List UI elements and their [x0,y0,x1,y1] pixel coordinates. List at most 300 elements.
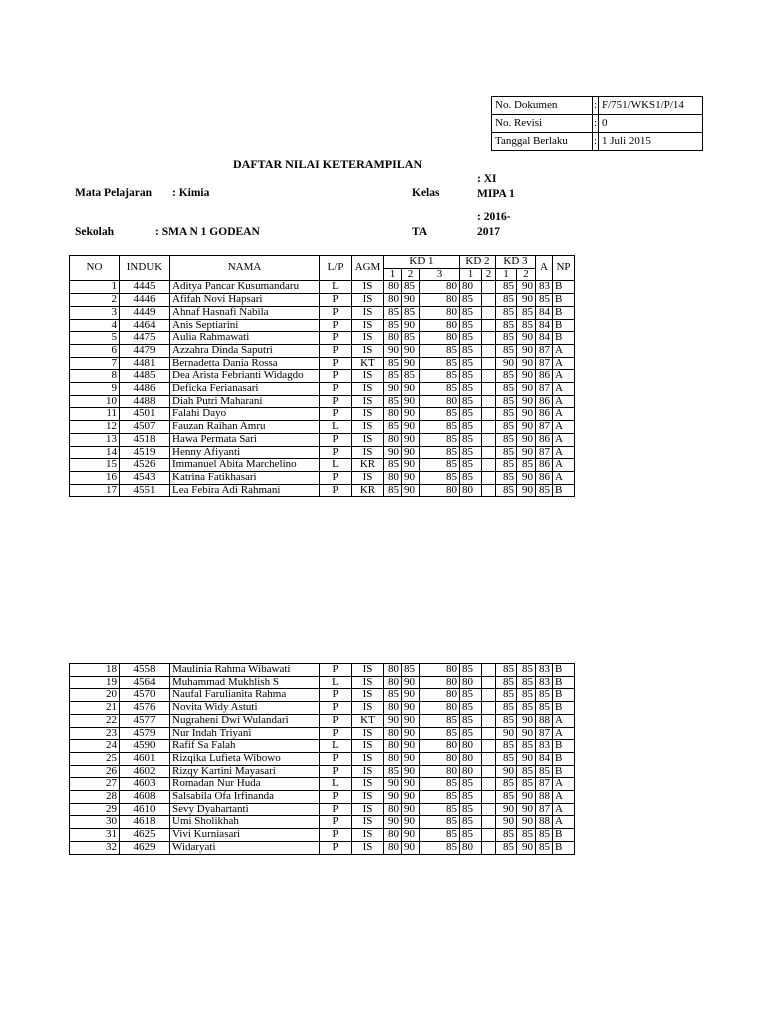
cell-kd2-1: 85 [460,357,482,370]
cell-agm: IS [352,829,384,842]
cell-lp: P [320,752,352,765]
cell-kd2-2 [482,803,496,816]
cell-kd1-3: 85 [420,408,460,421]
cell-induk: 4507 [120,421,170,434]
header-no: NO [70,256,120,281]
cell-no: 25 [70,752,120,765]
cell-no: 29 [70,803,120,816]
cell-agm: KT [352,714,384,727]
table-row [70,332,575,345]
cell-np: B [553,702,575,715]
cell-a: 87 [536,803,553,816]
table-row [70,459,575,472]
cell-kd1-3: 80 [420,765,460,778]
cell-kd2-1: 85 [460,408,482,421]
cell-nama: Hawa Permata Sari [170,433,320,446]
doc-info-label: Tanggal Berlaku [492,133,593,151]
cell-agm: IS [352,765,384,778]
cell-kd2-2 [482,383,496,396]
cell-kd1-1: 80 [384,841,402,854]
cell-lp: P [320,446,352,459]
cell-agm: IS [352,446,384,459]
cell-kd3-2: 90 [517,332,536,345]
cell-a: 88 [536,791,553,804]
cell-lp: P [320,433,352,446]
cell-nama: Rafif Sa Falah [170,740,320,753]
cell-kd3-2: 85 [517,702,536,715]
cell-induk: 4625 [120,829,170,842]
cell-kd1-1: 80 [384,702,402,715]
cell-kd2-1: 85 [460,471,482,484]
cell-kd2-2 [482,816,496,829]
cell-kd1-1: 90 [384,816,402,829]
subject-label: Mata Pelajaran [75,187,152,199]
cell-kd1-2: 90 [402,714,420,727]
table-row [70,383,575,396]
cell-kd1-3: 80 [420,332,460,345]
cell-kd2-2 [482,841,496,854]
cell-nama: Rizqy Kartini Mayasari [170,765,320,778]
cell-np: A [553,383,575,396]
cell-kd3-2: 90 [517,433,536,446]
cell-kd1-3: 85 [420,829,460,842]
cell-kd2-1: 85 [460,689,482,702]
cell-nama: Aulia Rahmawati [170,332,320,345]
cell-induk: 4577 [120,714,170,727]
cell-kd1-1: 85 [384,370,402,383]
cell-kd1-1: 90 [384,383,402,396]
cell-kd1-3: 80 [420,319,460,332]
cell-a: 86 [536,370,553,383]
doc-info-value: F/751/WKS1/P/14 [599,97,703,115]
cell-nama: Naufal Farulianita Rahma [170,689,320,702]
cell-no: 22 [70,714,120,727]
cell-kd3-2: 90 [517,471,536,484]
cell-kd1-2: 90 [402,727,420,740]
cell-lp: P [320,306,352,319]
cell-nama: Katrina Fatikhasari [170,471,320,484]
cell-agm: IS [352,319,384,332]
cell-kd3-1: 85 [496,752,517,765]
cell-kd1-2: 90 [402,778,420,791]
doc-info-sep: : [593,115,599,133]
cell-np: A [553,816,575,829]
cell-np: B [553,319,575,332]
cell-kd2-2 [482,727,496,740]
cell-kd3-2: 90 [517,281,536,294]
cell-nama: Vivi Kurniasari [170,829,320,842]
cell-kd3-1: 85 [496,689,517,702]
cell-kd1-2: 85 [402,281,420,294]
cell-kd3-1: 90 [496,816,517,829]
cell-no: 11 [70,408,120,421]
grades-table [69,255,575,497]
cell-a: 87 [536,344,553,357]
cell-kd2-1: 85 [460,778,482,791]
cell-kd3-1: 85 [496,332,517,345]
header-kd1-2: 2 [402,268,420,281]
cell-kd1-2: 90 [402,395,420,408]
cell-kd1-2: 90 [402,841,420,854]
cell-kd3-1: 85 [496,370,517,383]
cell-no: 19 [70,676,120,689]
table-row [70,408,575,421]
cell-kd1-3: 80 [420,740,460,753]
header-induk: INDUK [120,256,170,281]
cell-np: A [553,791,575,804]
cell-kd3-1: 85 [496,446,517,459]
cell-kd2-1: 80 [460,484,482,497]
cell-lp: L [320,459,352,472]
cell-induk: 4629 [120,841,170,854]
cell-agm: IS [352,689,384,702]
cell-np: A [553,446,575,459]
cell-kd2-1: 80 [460,281,482,294]
cell-no: 26 [70,765,120,778]
cell-kd2-1: 80 [460,740,482,753]
cell-lp: P [320,357,352,370]
cell-kd1-1: 85 [384,357,402,370]
cell-kd3-1: 85 [496,664,517,677]
cell-induk: 4558 [120,664,170,677]
cell-no: 16 [70,471,120,484]
cell-kd1-1: 90 [384,446,402,459]
cell-kd3-2: 85 [517,306,536,319]
cell-lp: L [320,740,352,753]
cell-induk: 4579 [120,727,170,740]
cell-kd1-3: 80 [420,395,460,408]
cell-agm: IS [352,383,384,396]
cell-no: 5 [70,332,120,345]
cell-kd1-3: 85 [420,471,460,484]
cell-kd2-1: 85 [460,702,482,715]
cell-kd1-1: 80 [384,471,402,484]
header-np: NP [553,256,575,281]
cell-np: A [553,778,575,791]
cell-lp: P [320,471,352,484]
cell-kd3-2: 90 [517,714,536,727]
cell-a: 87 [536,727,553,740]
cell-induk: 4486 [120,383,170,396]
cell-lp: P [320,727,352,740]
cell-kd1-2: 90 [402,319,420,332]
cell-kd2-2 [482,332,496,345]
table-row [70,803,575,816]
header-nama: NAMA [170,256,320,281]
cell-kd2-2 [482,702,496,715]
cell-lp: P [320,803,352,816]
cell-agm: IS [352,408,384,421]
cell-np: B [553,752,575,765]
cell-kd2-2 [482,408,496,421]
cell-nama: Widaryati [170,841,320,854]
cell-kd3-2: 90 [517,803,536,816]
cell-kd1-3: 80 [420,752,460,765]
cell-kd1-2: 90 [402,829,420,842]
cell-kd1-1: 80 [384,294,402,307]
table-row [70,841,575,854]
table-row [70,752,575,765]
cell-kd3-2: 90 [517,484,536,497]
cell-kd1-1: 80 [384,829,402,842]
cell-kd3-1: 85 [496,306,517,319]
header-a: A [536,256,553,281]
cell-kd1-3: 85 [420,370,460,383]
cell-kd3-2: 90 [517,791,536,804]
cell-kd1-3: 85 [420,816,460,829]
cell-a: 86 [536,395,553,408]
cell-kd3-1: 85 [496,421,517,434]
cell-induk: 4501 [120,408,170,421]
cell-kd1-2: 90 [402,471,420,484]
cell-agm: IS [352,676,384,689]
table-row [70,294,575,307]
cell-agm: IS [352,294,384,307]
cell-nama: Falahi Dayo [170,408,320,421]
cell-kd2-2 [482,714,496,727]
cell-kd2-1: 85 [460,829,482,842]
cell-nama: Umi Sholikhah [170,816,320,829]
cell-kd3-1: 90 [496,765,517,778]
cell-kd2-2 [482,421,496,434]
cell-kd1-1: 90 [384,714,402,727]
table-row [70,471,575,484]
cell-kd3-1: 85 [496,829,517,842]
cell-kd2-1: 80 [460,765,482,778]
header-lp: L/P [320,256,352,281]
cell-kd3-2: 90 [517,370,536,383]
cell-kd1-1: 85 [384,395,402,408]
cell-kd2-1: 85 [460,395,482,408]
doc-info-value: 1 Juli 2015 [599,133,703,151]
cell-kd3-1: 85 [496,484,517,497]
cell-induk: 4464 [120,319,170,332]
header-kd2-1: 1 [460,268,482,281]
cell-a: 87 [536,357,553,370]
cell-np: B [553,841,575,854]
doc-info-value: 0 [599,115,703,133]
cell-no: 24 [70,740,120,753]
cell-np: A [553,408,575,421]
cell-lp: P [320,841,352,854]
cell-kd1-3: 85 [420,778,460,791]
cell-kd2-2 [482,664,496,677]
cell-induk: 4481 [120,357,170,370]
cell-kd1-2: 90 [402,446,420,459]
cell-kd1-2: 90 [402,459,420,472]
cell-kd1-2: 85 [402,306,420,319]
cell-nama: Nur Indah Triyani [170,727,320,740]
cell-kd1-3: 80 [420,702,460,715]
table-row [70,778,575,791]
cell-nama: Dea Arista Febrianti Widagdo [170,370,320,383]
cell-a: 86 [536,408,553,421]
cell-nama: Ahnaf Hasnafi Nabila [170,306,320,319]
cell-a: 86 [536,433,553,446]
cell-nama: Rizqika Lufieta Wibowo [170,752,320,765]
cell-kd3-2: 85 [517,676,536,689]
cell-kd3-2: 85 [517,319,536,332]
cell-kd2-1: 85 [460,344,482,357]
cell-np: B [553,829,575,842]
cell-a: 84 [536,319,553,332]
cell-kd1-1: 80 [384,433,402,446]
cell-nama: Bernadetta Dania Rossa [170,357,320,370]
cell-no: 15 [70,459,120,472]
cell-kd3-1: 85 [496,791,517,804]
cell-kd3-1: 85 [496,778,517,791]
cell-no: 12 [70,421,120,434]
cell-a: 87 [536,446,553,459]
grades-table-continued [69,663,575,855]
cell-agm: IS [352,306,384,319]
table-row [70,395,575,408]
cell-np: A [553,714,575,727]
table-row [70,702,575,715]
cell-kd1-2: 85 [402,332,420,345]
page-title: DAFTAR NILAI KETERAMPILAN [233,157,423,171]
cell-kd2-1: 80 [460,841,482,854]
cell-kd1-2: 90 [402,408,420,421]
cell-kd1-1: 90 [384,791,402,804]
cell-lp: P [320,383,352,396]
subject-value: : Kimia [172,187,210,199]
cell-induk: 4543 [120,471,170,484]
cell-a: 88 [536,816,553,829]
cell-kd1-2: 90 [402,357,420,370]
cell-agm: KT [352,357,384,370]
cell-kd1-3: 85 [420,714,460,727]
cell-kd1-1: 80 [384,752,402,765]
table-row [70,319,575,332]
header-kd2: KD 2 [460,256,496,269]
table-row [70,727,575,740]
cell-nama: Fauzan Raihan Amru [170,421,320,434]
cell-no: 13 [70,433,120,446]
cell-lp: L [320,281,352,294]
cell-kd2-1: 85 [460,459,482,472]
cell-kd2-1: 85 [460,816,482,829]
cell-kd1-3: 85 [420,344,460,357]
cell-kd2-2 [482,471,496,484]
cell-kd1-3: 80 [420,294,460,307]
cell-lp: P [320,664,352,677]
cell-lp: P [320,294,352,307]
cell-no: 9 [70,383,120,396]
cell-kd1-1: 80 [384,664,402,677]
cell-induk: 4475 [120,332,170,345]
cell-kd1-2: 90 [402,816,420,829]
cell-agm: IS [352,803,384,816]
cell-lp: P [320,689,352,702]
cell-kd3-2: 90 [517,841,536,854]
class-value: : XI MIPA 1 [477,173,515,200]
cell-kd1-2: 90 [402,344,420,357]
cell-kd1-1: 85 [384,319,402,332]
table-row [70,689,575,702]
cell-kd3-1: 85 [496,714,517,727]
cell-no: 6 [70,344,120,357]
cell-kd3-1: 85 [496,408,517,421]
cell-np: A [553,370,575,383]
cell-induk: 4603 [120,778,170,791]
cell-kd3-1: 85 [496,740,517,753]
cell-a: 85 [536,484,553,497]
cell-kd2-2 [482,370,496,383]
cell-kd2-1: 85 [460,803,482,816]
cell-np: A [553,727,575,740]
cell-no: 4 [70,319,120,332]
cell-kd1-1: 80 [384,332,402,345]
cell-kd1-1: 80 [384,727,402,740]
cell-agm: IS [352,433,384,446]
cell-induk: 4610 [120,803,170,816]
table-row [70,484,575,497]
cell-kd3-1: 85 [496,471,517,484]
cell-lp: L [320,421,352,434]
cell-kd1-3: 85 [420,433,460,446]
cell-induk: 4485 [120,370,170,383]
cell-nama: Salsabila Ofa Irfinanda [170,791,320,804]
cell-induk: 4618 [120,816,170,829]
table-row [70,714,575,727]
cell-induk: 4449 [120,306,170,319]
cell-nama: Immanuel Abita Marchelino [170,459,320,472]
cell-agm: IS [352,702,384,715]
cell-kd2-1: 80 [460,752,482,765]
cell-induk: 4576 [120,702,170,715]
cell-np: B [553,332,575,345]
cell-kd3-2: 90 [517,727,536,740]
cell-np: A [553,459,575,472]
cell-induk: 4479 [120,344,170,357]
cell-np: A [553,421,575,434]
table-row [70,370,575,383]
cell-np: B [553,740,575,753]
cell-induk: 4551 [120,484,170,497]
cell-no: 27 [70,778,120,791]
doc-info-row [492,97,703,115]
cell-kd2-1: 85 [460,791,482,804]
cell-induk: 4526 [120,459,170,472]
cell-nama: Aditya Pancar Kusumandaru [170,281,320,294]
cell-a: 84 [536,332,553,345]
cell-kd3-1: 90 [496,803,517,816]
document-info-box [491,96,703,151]
cell-a: 83 [536,281,553,294]
cell-kd1-3: 85 [420,446,460,459]
cell-kd1-3: 80 [420,676,460,689]
cell-no: 14 [70,446,120,459]
header-kd3: KD 3 [496,256,536,269]
cell-kd2-2 [482,752,496,765]
cell-no: 20 [70,689,120,702]
cell-lp: P [320,395,352,408]
cell-a: 85 [536,765,553,778]
cell-a: 87 [536,421,553,434]
cell-np: A [553,433,575,446]
cell-no: 10 [70,395,120,408]
cell-kd2-2 [482,344,496,357]
cell-nama: Romadan Nur Huda [170,778,320,791]
cell-induk: 4608 [120,791,170,804]
cell-a: 85 [536,841,553,854]
cell-lp: L [320,676,352,689]
cell-kd2-2 [482,306,496,319]
table-row [70,306,575,319]
cell-no: 18 [70,664,120,677]
cell-kd1-1: 85 [384,459,402,472]
